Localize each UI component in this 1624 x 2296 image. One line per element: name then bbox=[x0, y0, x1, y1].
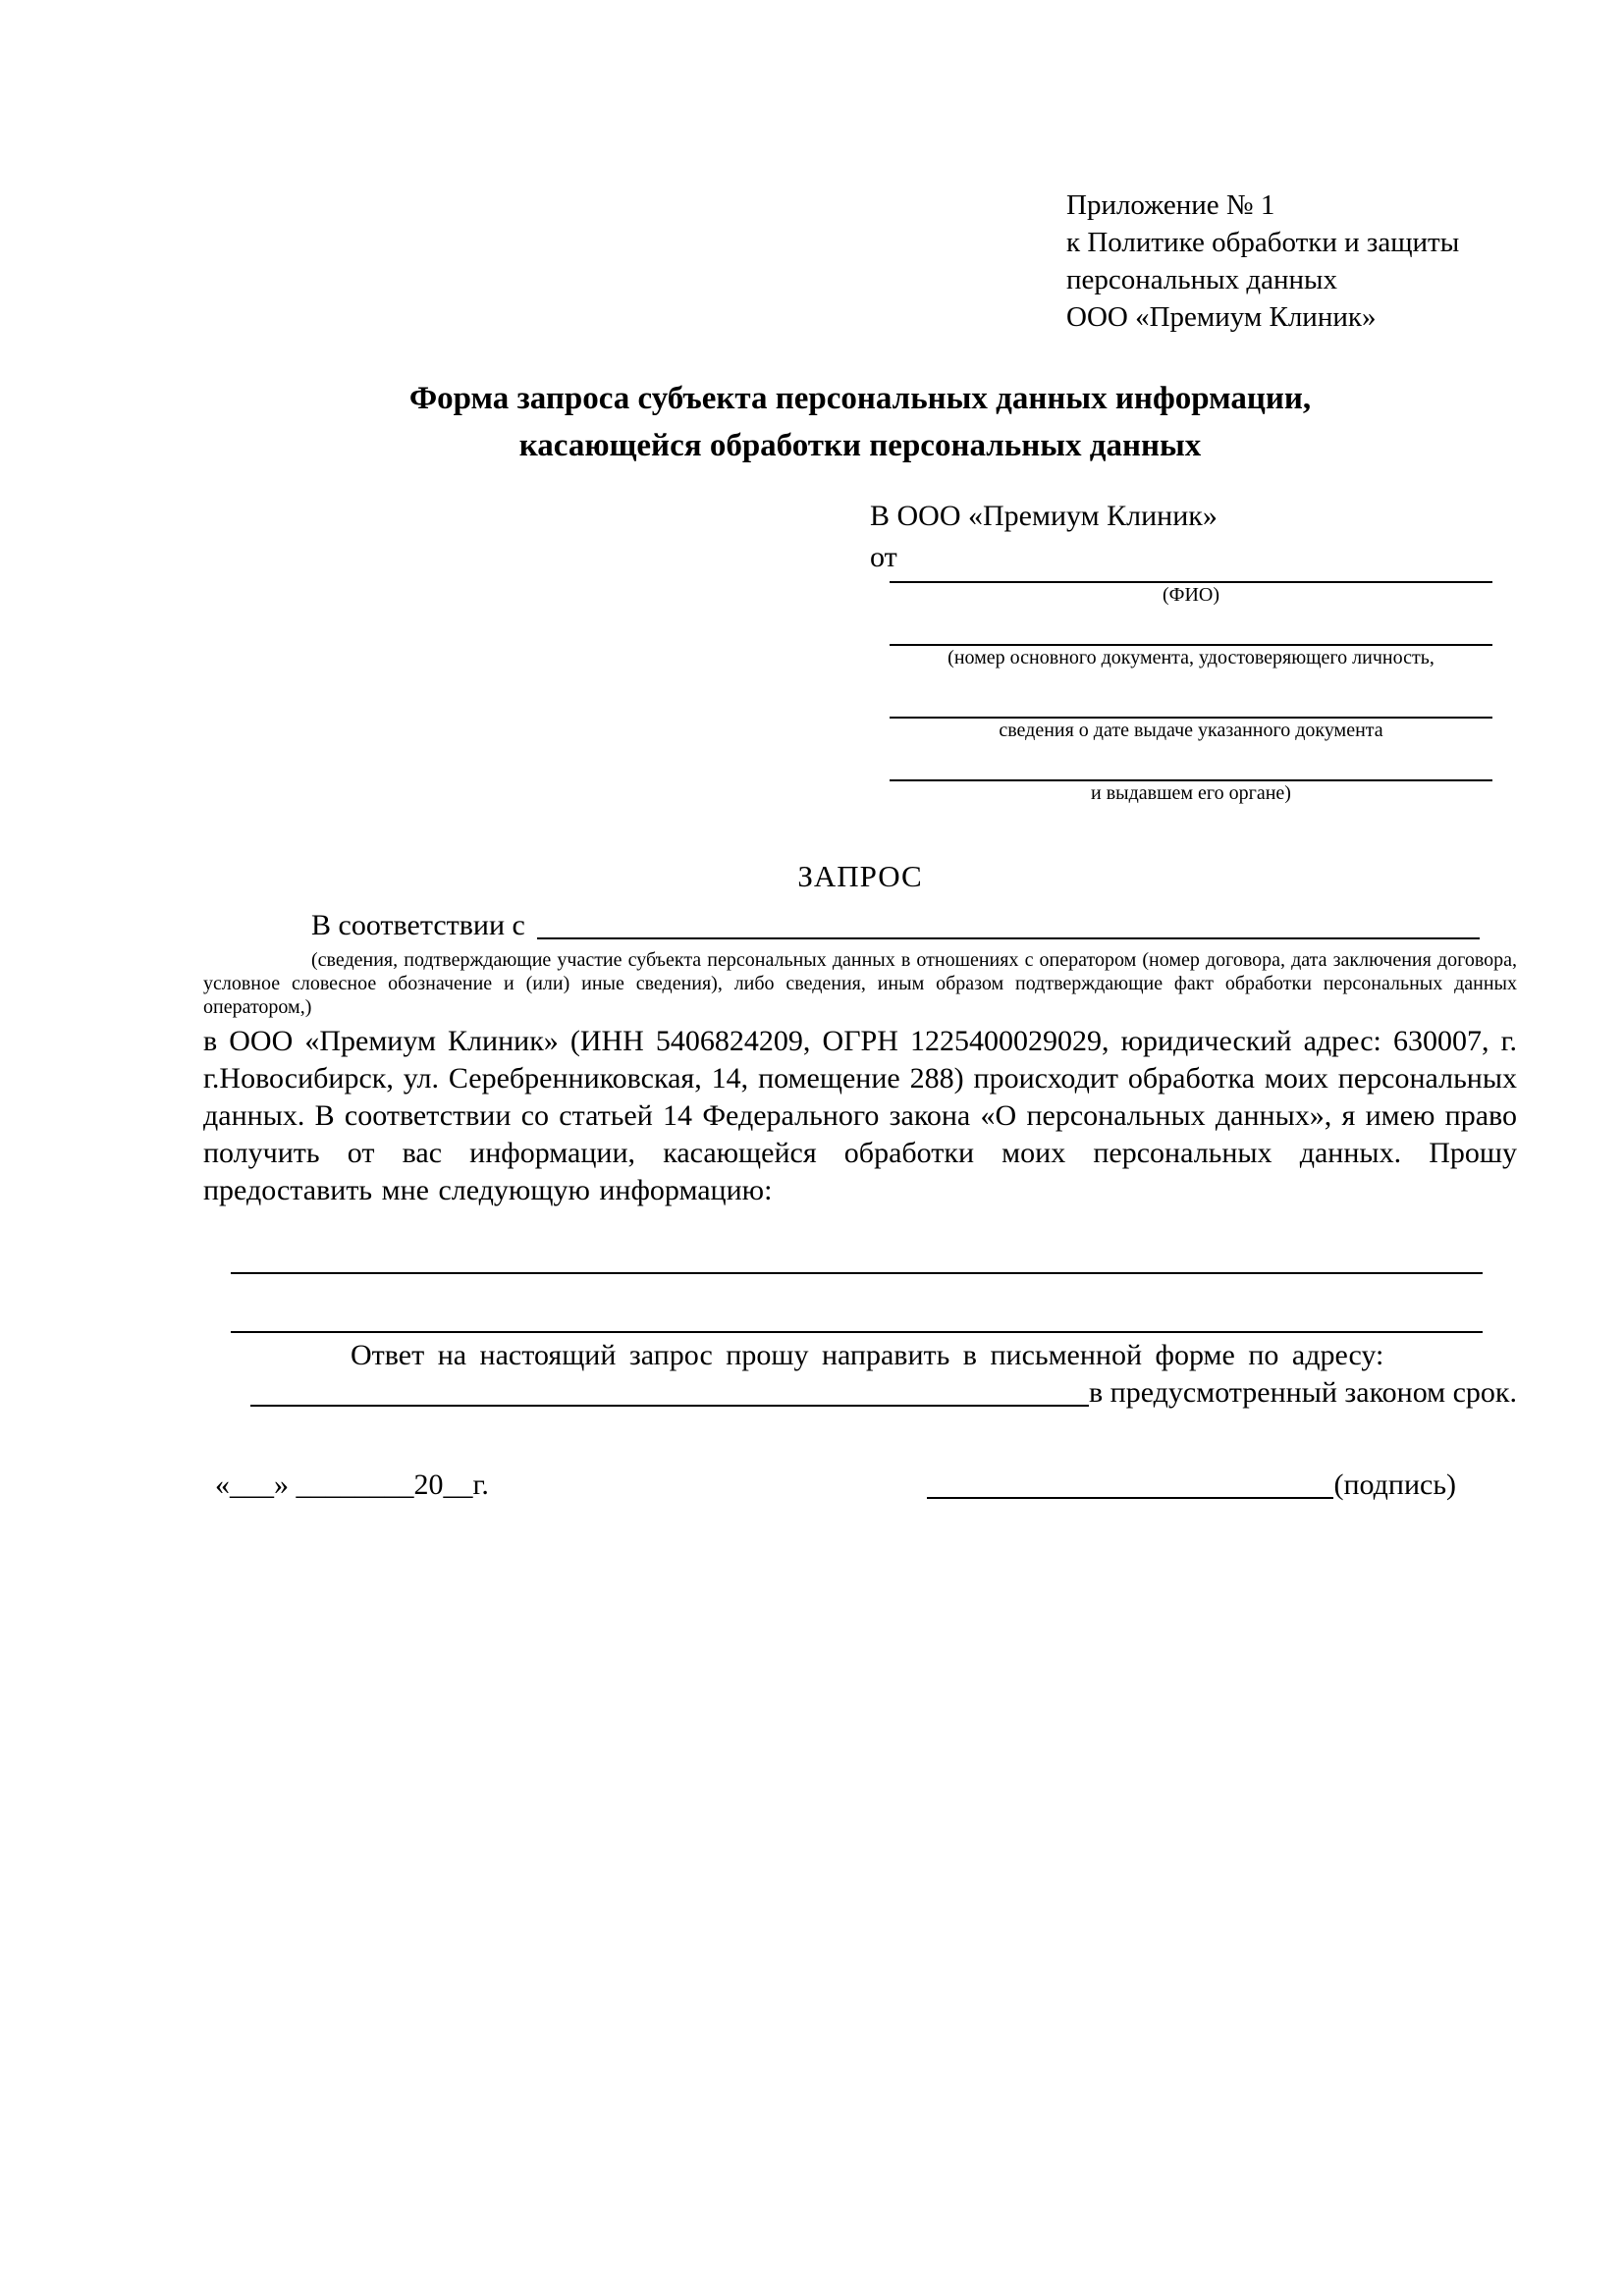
page-title bbox=[203, 375, 1517, 469]
intro-label: В соответствии с bbox=[311, 909, 525, 941]
id-document-date-caption: сведения о дате выдаче указанного документа bbox=[999, 720, 1383, 741]
appendix-block bbox=[1066, 187, 1517, 336]
relation-basis-input-line[interactable] bbox=[537, 937, 1480, 939]
request-heading: ЗАПРОС bbox=[797, 859, 923, 893]
date-input-line[interactable]: «___» ________20__г. bbox=[215, 1468, 489, 1501]
requested-info-input-line-2[interactable] bbox=[231, 1331, 1483, 1333]
addressee-from-label: от bbox=[870, 541, 897, 573]
signature-input-line[interactable] bbox=[927, 1497, 1333, 1499]
signature-group bbox=[927, 1467, 1456, 1504]
requested-info-input-line-1[interactable] bbox=[231, 1272, 1483, 1274]
reply-address-line bbox=[203, 1374, 1517, 1412]
appendix-line: к Политике обработки и защиты bbox=[1066, 227, 1460, 258]
addressee-to: В ООО «Премиум Клиник» bbox=[870, 500, 1218, 532]
intro-note: (сведения, подтверждающие участие субъекта персональных данных в отношениях с оператором (номер договора, дата заключения договора, условное словесное обозначение и (или) иные сведения), либо сведения, иным образом подтверждающие факт обработки персональных данных оператором,) bbox=[203, 949, 1517, 1018]
footer-row bbox=[203, 1467, 1517, 1504]
request-body-paragraph: в ООО «Премиум Клиник» (ИНН 5406824209, ОГРН 1225400029029, юридический адрес: 630007, г. г.Новосибирск, ул. Серебренниковская, 14, помещение 288) происходит обработка моих персональных данных. В соответствии со статьей 14 Федерального закона «О персональных данных», я имею право получить от вас информации, касающейся обработки моих персональных данных. Прошу предоставить мне следующую информацию: bbox=[203, 1025, 1517, 1206]
reply-paragraph: Ответ на настоящий запрос прошу направить в письменной форме по адресу: bbox=[351, 1339, 1384, 1371]
appendix-line: персональных данных bbox=[1066, 264, 1338, 295]
page-title-line2: касающейся обработки персональных данных bbox=[518, 428, 1202, 463]
intro-line bbox=[203, 907, 1517, 944]
page-title-line1: Форма запроса субъекта персональных данных информации, bbox=[408, 381, 1312, 416]
appendix-line: ООО «Премиум Клиник» bbox=[1066, 301, 1377, 333]
id-document-number-caption: (номер основного документа, удостоверяющего личность, bbox=[947, 647, 1435, 668]
reply-tail-text: в предусмотренный законом срок. bbox=[1089, 1376, 1517, 1409]
id-document-issuer-caption: и выдавшем его органе) bbox=[1091, 782, 1291, 804]
addressee-block bbox=[870, 495, 1517, 805]
signature-caption: (подпись) bbox=[1333, 1468, 1456, 1501]
fio-caption: (ФИО) bbox=[1162, 584, 1219, 606]
reply-address-input-line[interactable] bbox=[250, 1405, 1089, 1407]
appendix-line: Приложение № 1 bbox=[1066, 189, 1275, 221]
